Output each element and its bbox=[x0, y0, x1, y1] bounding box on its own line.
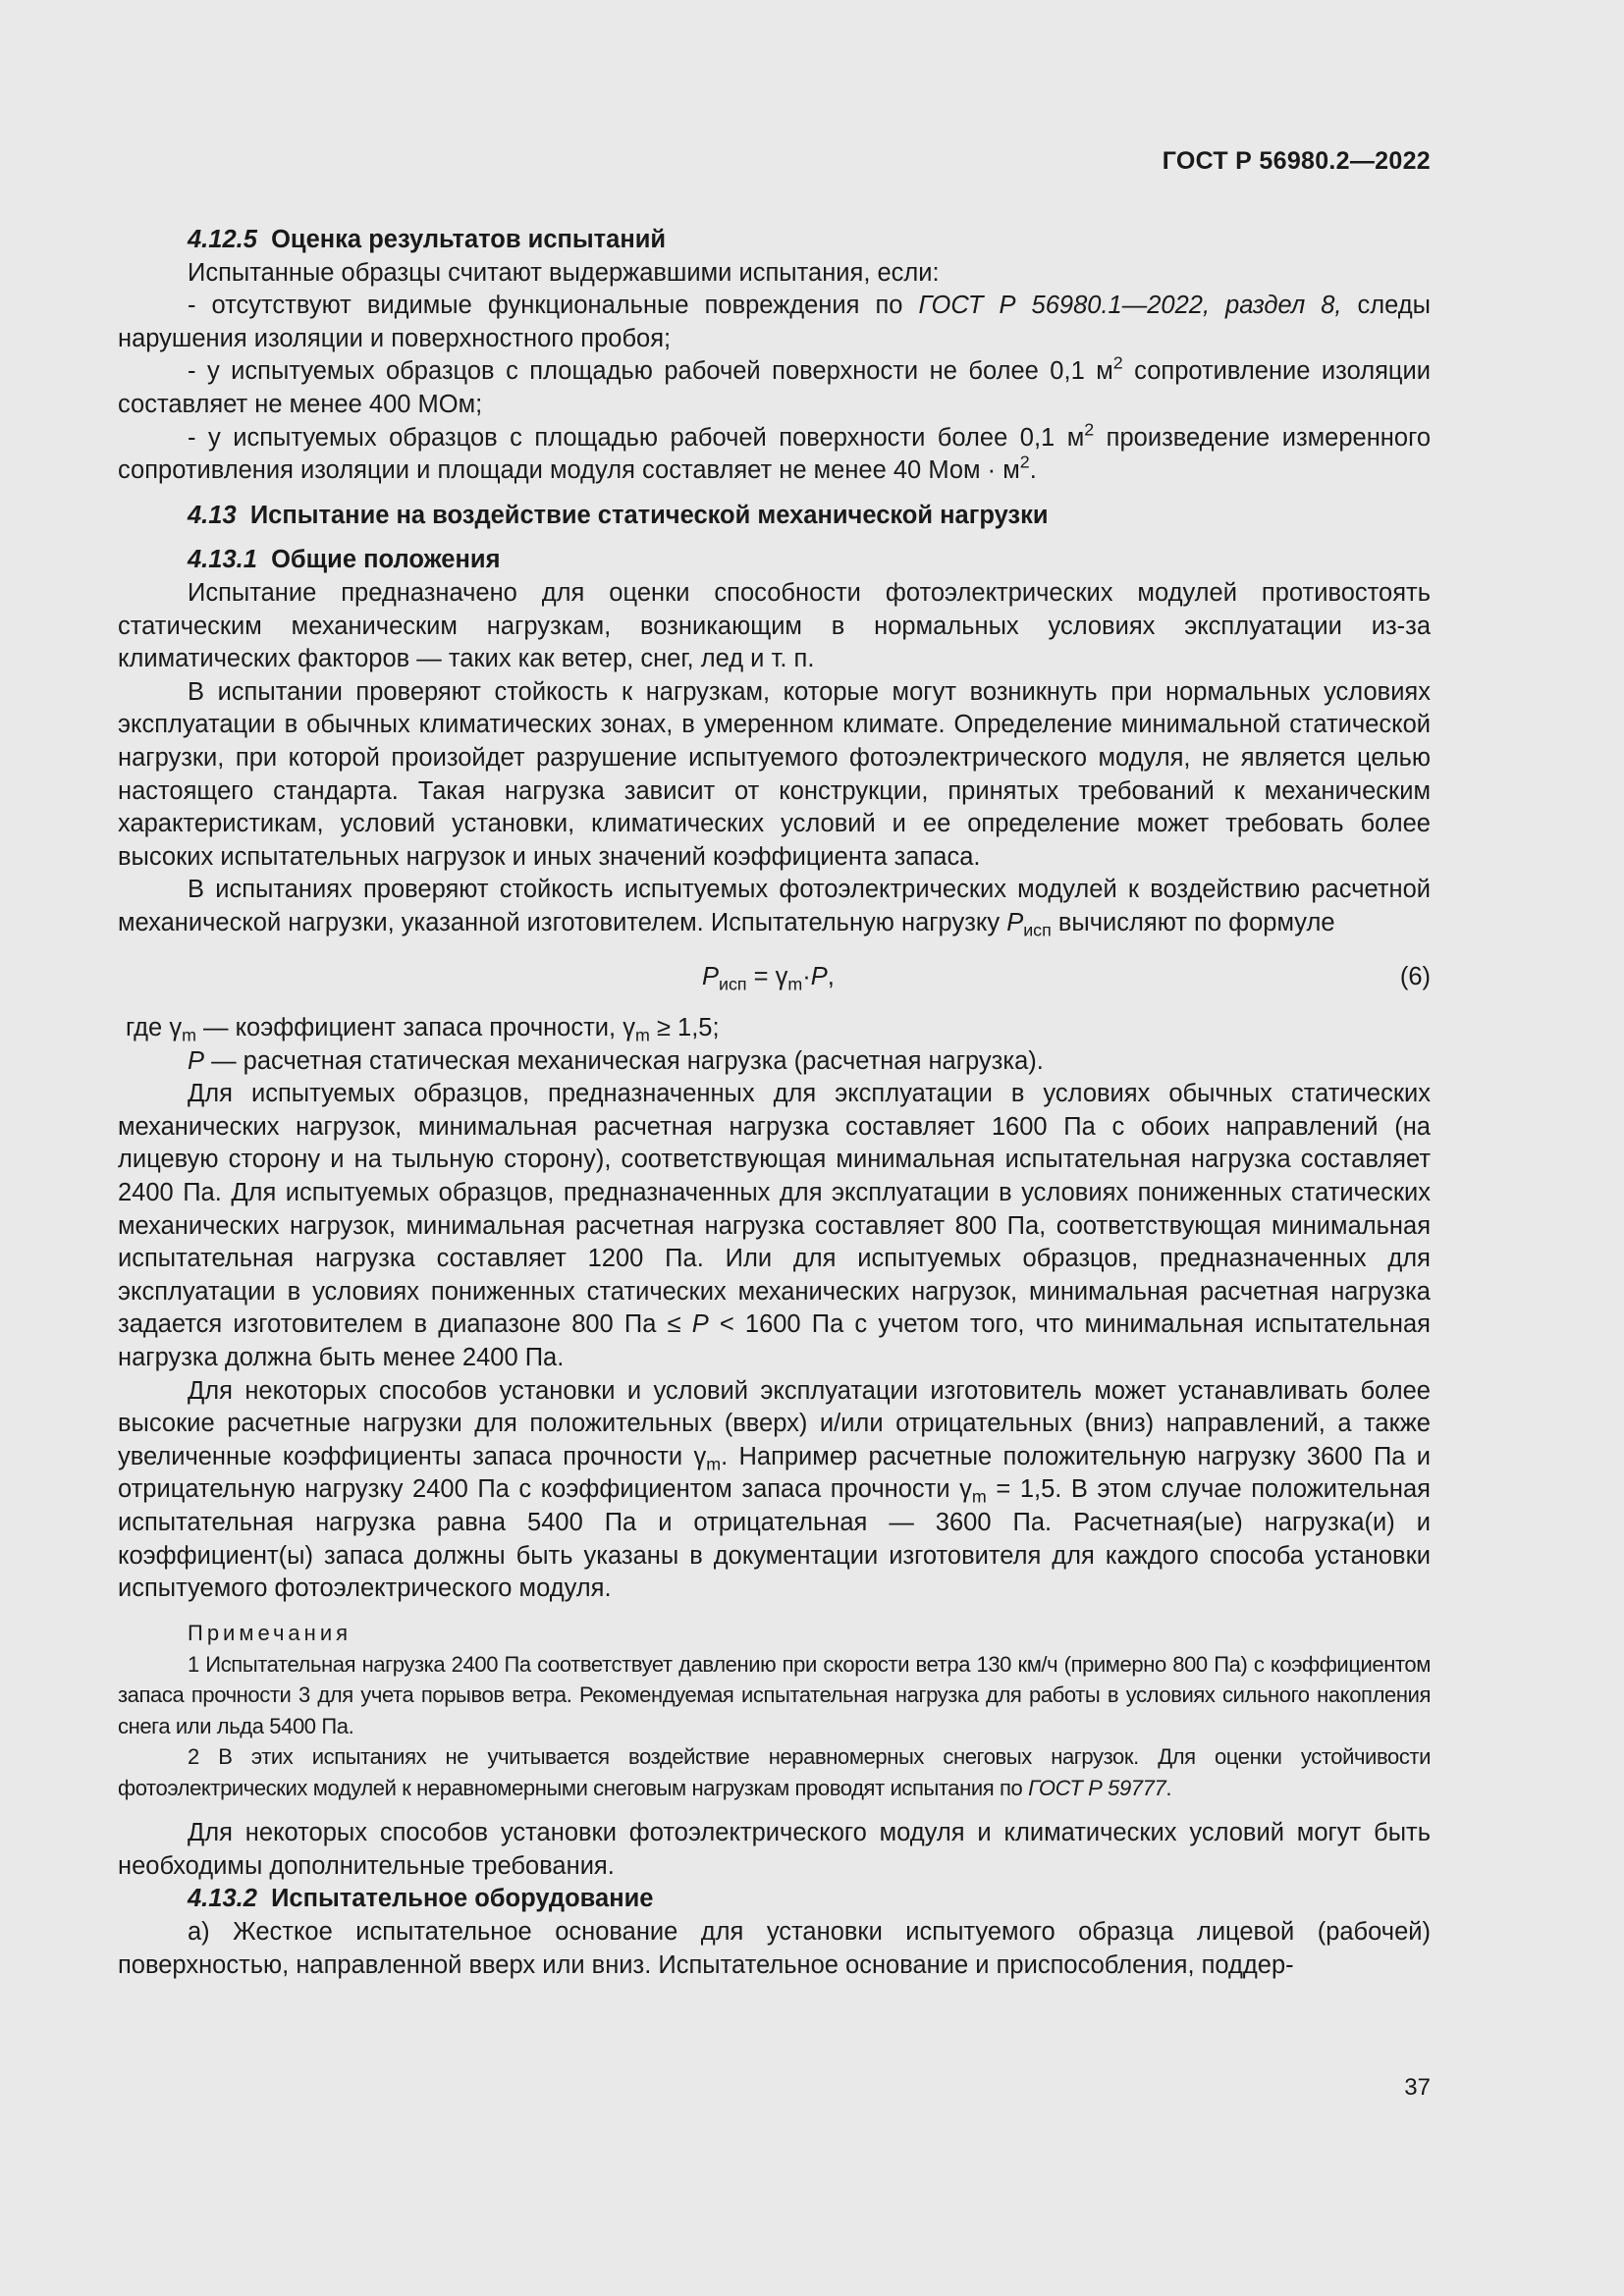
page-number: 37 bbox=[1404, 2074, 1431, 2101]
text-run: . bbox=[1029, 456, 1037, 485]
page-content bbox=[118, 224, 1431, 1982]
symbol-P: P bbox=[691, 1310, 709, 1339]
section-heading-4-13-1 bbox=[118, 544, 1431, 577]
symbol-gamma: γ bbox=[693, 1442, 707, 1470]
section-title: Общие положения bbox=[271, 546, 501, 574]
subscript: m bbox=[182, 1025, 196, 1045]
text-run: - у испытуемых образцов с площадью рабочей поверхности более 0,1 м bbox=[188, 423, 1085, 452]
list-item bbox=[118, 290, 1431, 355]
section-heading-4-12-5 bbox=[118, 224, 1431, 257]
section-number: 4.13.1 bbox=[188, 546, 257, 574]
formula-number: (6) bbox=[1399, 963, 1431, 991]
paragraph: Испытанные образцы считают выдержавшими испытания, если: bbox=[188, 258, 940, 287]
text-run: — расчетная статическая механическая нагрузка (расчетная нагрузка). bbox=[204, 1046, 1044, 1075]
subscript: исп bbox=[719, 974, 747, 994]
subscript: m bbox=[787, 974, 803, 994]
standard-reference: ГОСТ Р 56980.1—2022, раздел 8, bbox=[918, 292, 1342, 320]
text-run: вычисляют по формуле bbox=[1051, 908, 1335, 936]
text-run: · bbox=[802, 963, 811, 991]
text-run: где bbox=[126, 1014, 170, 1042]
section-title: Испытательное оборудование bbox=[271, 1885, 654, 1913]
section-heading-4-13-2 bbox=[118, 1883, 1431, 1916]
text-run: Для некоторых способов установки и условий эксплуатации изготовитель может устанавливать более высокие расчетные нагрузки для положительных (вверх) и/или отрицательных (вниз) направлений, а также увеличенные коэффициенты запаса прочности bbox=[118, 1376, 1431, 1470]
text-run: - у испытуемых образцов с площадью рабочей поверхности не более 0,1 м bbox=[188, 357, 1113, 386]
section-number: 4.12.5 bbox=[188, 226, 257, 253]
note-1: 1 Испытательная нагрузка 2400 Па соответствует давлению при скорости ветра 130 км/ч (примерно 800 Па) с коэффициентом запаса прочности 3 для учета порывов ветра. Рекомендуемая испытательная нагрузка для работы в условиях сильного накопления снега или льда 5400 Па. bbox=[118, 1651, 1431, 1738]
superscript: 2 bbox=[1019, 452, 1030, 472]
text-run: 2 В этих испытаниях не учитывается воздействие неравномерных снеговых нагрузок. Для оценки устойчивости фотоэлектрических модулей к неравномерными снеговым нагрузкам проводят испытания по bbox=[118, 1744, 1431, 1800]
subscript: m bbox=[706, 1454, 722, 1474]
formula-6 bbox=[118, 961, 1431, 994]
text-run: сопротивление изоляции составляет не менее 400 МОм; bbox=[118, 357, 1431, 418]
paragraph bbox=[118, 1078, 1431, 1374]
text-run: < 1600 Па с учетом того, что минимальная испытательная нагрузка должна быть менее 2400 Па. bbox=[118, 1310, 1431, 1371]
standard-reference: ГОСТ Р 59777 bbox=[1028, 1775, 1166, 1800]
text-run: . bbox=[1165, 1775, 1172, 1800]
section-heading-4-13 bbox=[118, 500, 1431, 533]
paragraph: Испытание предназначено для оценки способности фотоэлектрических модулей противостоять статическим механическим нагрузкам, возникающим в нормальных условиях эксплуатации из-за климатических факторов — таких как ветер, снег, лед и т. п. bbox=[118, 578, 1431, 673]
superscript: 2 bbox=[1112, 352, 1123, 373]
text-run: — коэффициент запаса прочности, bbox=[195, 1014, 623, 1042]
formula-legend bbox=[118, 1045, 1431, 1079]
text-run: ≥ 1,5; bbox=[649, 1014, 720, 1042]
text-run: Для испытуемых образцов, предназначенных для эксплуатации в условиях обычных статических механических нагрузок, минимальная расчетная нагрузка составляет 1600 Па с обоих направлений (на лицевую сторону и на тыльную сторону), соответствующая минимальная испытательная нагрузка составляет 2400 Па. Для испытуемых образцов, предназначенных для эксплуатации в условиях пониженных статических механических нагрузок, минимальная расчетная нагрузка составляет 800 Па, соответствующая минимальная испытательная нагрузка составляет 1200 Па. Или для испытуемых образцов, предназначенных для эксплуатации в условиях пониженных статических механических нагрузок, минимальная расчетная нагрузка задается изготовителем в диапазоне 800 Па ≤ bbox=[118, 1080, 1431, 1339]
symbol-gamma: γ bbox=[169, 1014, 183, 1042]
list-item bbox=[118, 352, 1431, 421]
notes-title: Примечания bbox=[188, 1620, 352, 1645]
symbol-gamma: γ bbox=[959, 1475, 972, 1504]
section-number: 4.13.2 bbox=[188, 1885, 257, 1913]
note-2 bbox=[118, 1741, 1431, 1803]
standard-header: ГОСТ Р 56980.2—2022 bbox=[1162, 147, 1431, 175]
symbol-P: P bbox=[188, 1046, 205, 1075]
paragraph: а) Жесткое испытательное основание для установки испытуемого образца лицевой (рабочей) поверхностью, направленной вверх или вниз. Испытательное основание и приспособления, поддер- bbox=[118, 1918, 1431, 1979]
paragraph: Для некоторых способов установки фотоэлектрического модуля и климатических условий могут быть необходимы дополнительные требования. bbox=[118, 1819, 1431, 1880]
text-run: . Например расчетные положительную нагрузку 3600 Па и отрицательную нагрузку 2400 Па с коэффициентом запаса прочности bbox=[118, 1442, 1432, 1504]
symbol-P: P bbox=[702, 963, 720, 991]
section-number: 4.13 bbox=[188, 501, 237, 529]
formula-legend bbox=[118, 1012, 1431, 1045]
symbol-P: P bbox=[810, 963, 828, 991]
subscript: m bbox=[634, 1025, 650, 1045]
paragraph bbox=[118, 1375, 1431, 1606]
text-run: = 1,5. В этом случае положительная испытательная нагрузка равна 5400 Па и отрицательная — 3600 Па. Расчетная(ые) нагрузка(и) и коэффициент(ы) запаса должны быть указаны в документации изготовителя для каждого способа установки испытуемого фотоэлектрического модуля. bbox=[118, 1475, 1431, 1603]
symbol-P: P bbox=[1006, 908, 1024, 936]
symbol-gamma: γ bbox=[623, 1014, 635, 1042]
text-run: - отсутствуют видимые функциональные повреждения по bbox=[188, 292, 919, 320]
superscript: 2 bbox=[1084, 418, 1095, 439]
section-title: Оценка результатов испытаний bbox=[271, 226, 667, 253]
paragraph: В испытании проверяют стойкость к нагрузкам, которые могут возникнуть при нормальных условиях эксплуатации в обычных климатических зонах, в умеренном климате. Определение минимальной статической нагрузки, при которой произойдет разрушение испытуемого фотоэлектрического модуля, не является целью настоящего стандарта. Такая нагрузка зависит от конструкции, принятых требований к механическим характеристикам, условий установки, климатических условий и ее определение может требовать более высоких испытательных нагрузок и иных значений коэффициента запаса. bbox=[118, 677, 1431, 871]
subscript: m bbox=[971, 1486, 987, 1507]
list-item bbox=[118, 418, 1431, 488]
paragraph bbox=[118, 874, 1431, 939]
subscript: исп bbox=[1023, 920, 1052, 940]
text-run: произведение измеренного сопротивления изоляции и площади модуля составляет не менее 40 Мом · м bbox=[118, 423, 1431, 485]
text-run: следы нарушения изоляции и поверхностного пробоя; bbox=[118, 292, 1431, 352]
text-run: = bbox=[746, 963, 776, 991]
symbol-gamma: γ bbox=[775, 963, 788, 991]
text-run: В испытаниях проверяют стойкость испытуемых фотоэлектрических модулей к воздействию расчетной механической нагрузки, указанной изготовителем. Испытательную нагрузку bbox=[118, 876, 1431, 936]
text-run: , bbox=[827, 963, 835, 991]
formula-expression bbox=[702, 961, 835, 994]
section-title: Испытание на воздействие статической механической нагрузки bbox=[249, 501, 1049, 529]
